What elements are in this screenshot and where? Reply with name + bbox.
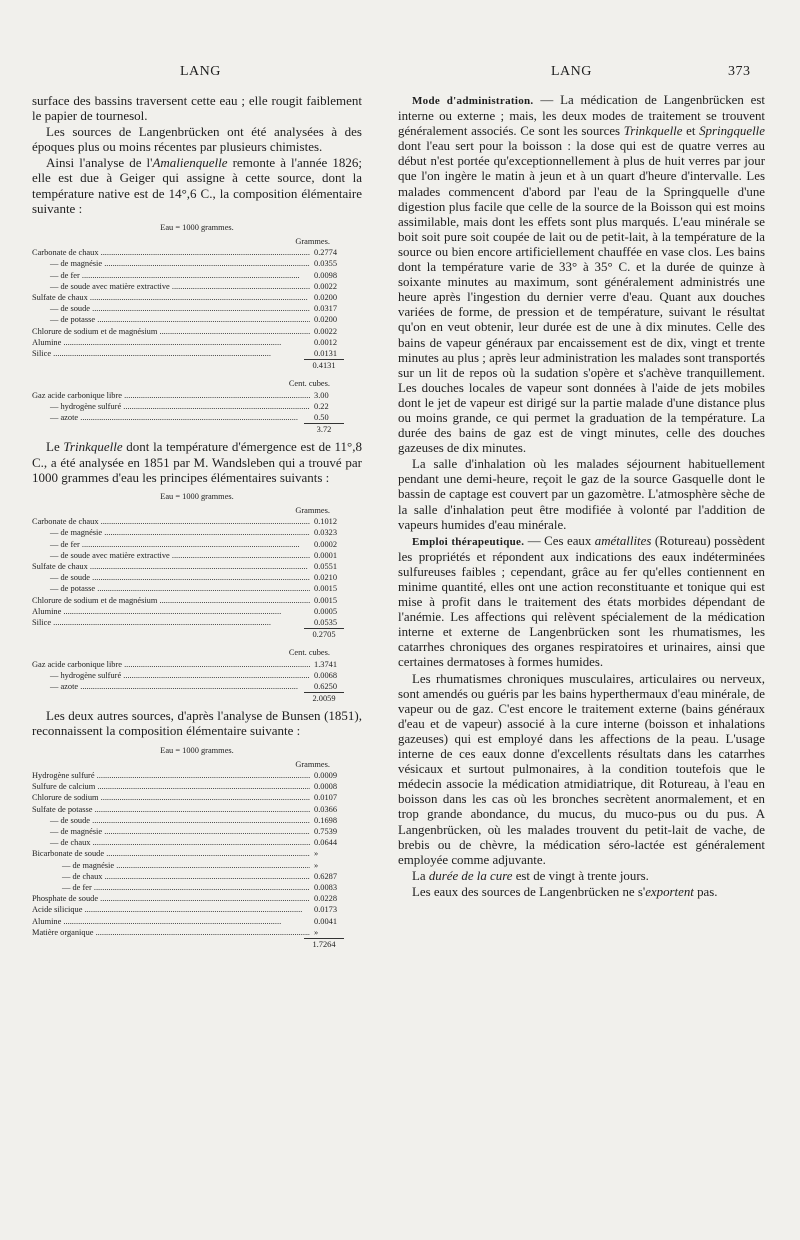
substance-value: 0.0009 [314,770,338,780]
analysis-table-amalienquelle [32,222,362,436]
italic-text: exportent [645,884,694,899]
table-row [32,670,362,681]
substance-value: 0.0008 [314,782,338,792]
right-column [398,93,765,901]
table-row [32,617,362,628]
text: Ainsi l'analyse de l' [46,155,153,171]
table-unit-gas: Cent. cubes. [288,648,330,658]
table-row [32,826,362,837]
substance-value: 0.0355 [314,259,338,269]
text: (Rotureau) possèdent les propriétés et répondent aux indications des eaux indéterminées sulfureuses faibles ; cependant, grâce au fer qu'elles contiennent en minime quantité, elles ont une action reconstituante et tonique qui est mise à profit dans le traitement des états morbides dépendant de l'anémie. Les affections qui relèvent spécialement de la médication interne et externe de Langenbrücken sont les rhumatismes, les catarrhes chroniques des organes respiratoires et urinaires, ainsi que certaines dermatoses à formes humides. [398,533,766,670]
substance-name: — de soude avec matière extractive ..... [32,550,310,561]
substance-value: 0.0022 [314,326,338,336]
substance-value: 0.0644 [314,838,338,848]
substance-name: Chlorure de sodium ..... [32,792,310,803]
substance-name: — de magnésie ..... [32,860,310,871]
table-caption: Eau = 1000 grammes. [160,222,234,232]
substance-value: 0.0210 [314,573,338,583]
table-row [32,561,362,572]
italic-text: durée de la cure [428,868,513,883]
table-row [32,904,362,915]
text: dont la température d'émergence est de 11°,8 C., a été analysée en 1851 par M. Wandsleben qui a trouvé par 1000 grammes d'eau les principes élémentaires suivants : [32,439,362,485]
substance-name: — de soude ..... [32,572,310,583]
paragraph [398,869,765,884]
substance-name: — de magnésie ..... [32,258,310,269]
table-row [32,303,362,314]
substance-name: Alumine ..... [32,606,310,617]
analysis-table-trinkquelle [32,491,362,705]
substance-value: 0.6250 [314,681,338,691]
italic-text: Amalienquelle [152,155,228,171]
paragraph [398,534,765,671]
substance-name: Matière organique ..... [32,927,310,938]
table-row [32,390,362,401]
substance-value: 0.0041 [314,916,338,926]
table-row [32,527,362,538]
substance-name: — de magnésie ..... [32,826,310,837]
table-row [32,792,362,803]
substance-value: 0.0200 [314,315,338,325]
substance-value: 0.0317 [314,304,338,314]
running-head-right: LANG [551,64,592,79]
paragraph [32,439,362,484]
substance-value: 0.0366 [314,804,338,814]
substance-value: 0.0228 [314,894,338,904]
paragraph: La salle d'inhalation où les malades séjournent habituellement pendant une demi-heure, reçoit le gaz de la source Gasquelle dont le bassin de captage est couvert par un gazomètre. L'atmosphère sèche de la salle d'inhalation peut être modifiée à volonté par l'addition de vapeurs humides d'eau minérale. [398,457,765,532]
total-value: 0.2705 [304,628,344,640]
paragraph [32,155,362,215]
substance-value: » [314,927,319,937]
table-row [32,804,362,815]
table-unit: Grammes. [295,759,330,769]
total-value: 1.7264 [304,938,344,950]
substance-name: Chlorure de sodium et de magnésium ..... [32,326,310,337]
substance-value: 0.0083 [314,882,338,892]
paragraph: surface des bassins traversent cette eau ; elle rougit faiblement le papier de tournesol. [32,93,362,124]
substance-name: — hydrogène sulfuré ..... [32,670,310,681]
substance-name: Carbonate de chaux ..... [32,516,310,527]
table-row [32,893,362,904]
substance-value: 0.0068 [314,670,338,680]
text: — La médication de Langenbrücken est interne ou externe ; mais, les deux modes de traitement se trouvent généralement associés. Ce sont les sources [398,93,765,139]
substance-value: 0.0015 [314,584,338,594]
paragraph: Les rhumatismes chroniques musculaires, articulaires ou nerveux, sont amendés ou guéris par les bains hyperthermaux d'eau minérale, de vapeur ou de gaz. C'est encore le traitement externe (bains généraux d'eau et de vapeur) associé à la cure interne (boisson et inhalations gazeuses) qui est employé dans les affections de la peau. L'usage interne de ces eaux donne d'excellents résultats dans les catarrhes vésicaux et surtout pulmonaires, à la condition toutefois que le médecin associe la médication atmidiatrique, dit Rotureau, à l'eau en boisson dans les cas où les bronches secrètent anormalement, et en trop grande abondance, du mucus, du muco-pus ou du pus. A Langenbrücken, où les malades trouvent du petit-lait de vache, de brebis ou de chèvre, la médication séro-lactée est généralement employée comme adjuvante. [398,671,765,867]
table-row [32,247,362,258]
substance-value: 0.0002 [314,539,338,549]
table-row [32,326,362,337]
substance-value: 0.2774 [314,248,338,258]
substance-name: — hydrogène sulfuré ..... [32,401,310,412]
table-total [32,359,362,371]
table-row [32,258,362,269]
substance-name: — de potasse ..... [32,583,310,594]
substance-name: Silice ..... [32,617,310,628]
substance-name: — de fer ..... [32,539,310,550]
substance-name: Sulfure de calcium ..... [32,781,310,792]
substance-name: Bicarbonate de soude ..... [32,848,310,859]
substance-name: — de potasse ..... [32,314,310,325]
analysis-table-bunsen [32,745,362,951]
table-row [32,572,362,583]
substance-value: » [314,849,319,859]
table-row [32,348,362,359]
substance-name: Sulfate de chaux ..... [32,561,310,572]
section-heading: Emploi thérapeutique. [412,535,525,548]
substance-value: 0.0107 [314,793,338,803]
substance-name: Sulfate de chaux ..... [32,292,310,303]
gas-total [32,692,362,704]
substance-name: Sulfate de potasse ..... [32,804,310,815]
table-row [32,292,362,303]
running-head-left: LANG [180,64,221,79]
table-row [32,916,362,927]
substance-name: Alumine ..... [32,916,310,927]
table-row [32,770,362,781]
table-row [32,539,362,550]
spacer [32,640,362,647]
section-heading: Mode d'administration. [412,95,534,107]
table-row [32,337,362,348]
substance-name: Carbonate de chaux ..... [32,247,310,258]
substance-name: — de soude avec matière extractive ..... [32,281,310,292]
italic-text: amétallites [594,533,652,548]
table-unit-gas: Cent. cubes. [288,379,330,389]
substance-name: Acide silicique ..... [32,904,310,915]
substance-name: — de chaux ..... [32,871,310,882]
substance-value: 3.00 [314,390,329,400]
text: est de vingt à trente jours. [512,868,649,883]
gas-total-value: 2.0059 [304,692,344,704]
table-total [32,628,362,640]
table-row [32,595,362,606]
substance-name: — de magnésie ..... [32,527,310,538]
substance-name: — de fer ..... [32,270,310,281]
table-row [32,550,362,561]
substance-name: — de soude ..... [32,303,310,314]
substance-value: 0.6287 [314,871,338,881]
table-row [32,281,362,292]
italic-text: Trinkquelle [63,439,123,455]
table-caption: Eau = 1000 grammes. [160,491,234,501]
table-row [32,681,362,692]
paragraph: Les deux autres sources, d'après l'analyse de Bunsen (1851), reconnaissent la composition élémentaire suivante : [32,708,362,739]
paragraph [398,885,765,900]
table-row [32,871,362,882]
table-row [32,412,362,423]
table-row [32,583,362,594]
table-row [32,781,362,792]
substance-name: — azote ..... [32,681,310,692]
paragraph: Les sources de Langenbrücken ont été analysées à des époques plus ou moins récentes par plusieurs chimistes. [32,124,362,155]
substance-value: 0.0015 [314,595,338,605]
table-row [32,516,362,527]
text: et [682,124,700,139]
text: remonte à l'année 1826; elle est due à Geiger qui assigne à cette source, dont la température native est de 14°,6 C., la composition élémentaire suivante : [32,155,362,216]
substance-name: — de fer ..... [32,882,310,893]
substance-value: 0.22 [314,401,329,411]
table-row [32,401,362,412]
text: Les eaux des sources de Langenbrücken ne s' [412,884,646,899]
substance-value: 0.0173 [314,905,338,915]
table-row [32,848,362,859]
page-number: 373 [728,64,751,79]
text: — Ces eaux [524,533,595,548]
table-row [32,606,362,617]
substance-value: 0.0535 [314,617,338,627]
substance-name: Phosphate de soude ..... [32,893,310,904]
substance-value: 0.0551 [314,561,338,571]
substance-value: » [314,860,319,870]
substance-name: Chlorure de sodium et de magnésium ..... [32,595,310,606]
table-unit: Grammes. [295,505,330,515]
substance-value: 0.0131 [314,348,338,358]
substance-name: — azote ..... [32,412,310,423]
substance-name: — de soude ..... [32,815,310,826]
table-row [32,815,362,826]
substance-name: Gaz acide carbonique libre ..... [32,390,310,401]
table-row [32,659,362,670]
italic-text: Trinkquelle [623,124,683,139]
spacer [32,371,362,378]
substance-name: — de chaux ..... [32,837,310,848]
substance-value: 0.0022 [314,281,338,291]
text: Le [46,439,64,455]
paragraph [398,93,765,456]
table-row [32,927,362,938]
table-row [32,314,362,325]
substance-name: Alumine ..... [32,337,310,348]
left-column [32,93,362,954]
text: La [412,868,429,883]
substance-value: 0.50 [314,413,329,422]
substance-value: 0.0098 [314,270,338,280]
substance-value: 0.0012 [314,337,338,347]
substance-value: 0.1698 [314,815,338,825]
substance-value: 0.1012 [314,517,338,527]
gas-total [32,423,362,435]
substance-value: 0.7539 [314,826,338,836]
gas-total-value: 3.72 [304,423,344,435]
table-row [32,882,362,893]
total-value: 0.4131 [304,359,344,371]
substance-name: Silice ..... [32,348,310,359]
table-row [32,270,362,281]
substance-value: 0.0001 [314,550,338,560]
substance-value: 1.3741 [314,659,338,669]
substance-value: 0.0323 [314,528,338,538]
substance-name: Hydrogène sulfuré ..... [32,770,310,781]
table-caption: Eau = 1000 grammes. [160,745,234,755]
table-unit: Grammes. [295,236,330,246]
text: pas. [693,884,718,899]
table-total [32,938,362,950]
text: dont l'eau sert pour la boisson : la dose qui est de quatre verres au début n'est portée qu'exceptionnellement à plus de huit verres par jour que l'on ingère le matin à jeun et à un quart d'heure d'intervalle. Les malades commencent d'abord par l'eau de la Springquelle d'une digestion plus facile que celle de la source de la Boisson qui est moins assimilable, mais dont les effets sont plus marqués. L'eau minérale se boit soit pure soit coupée de lait ou de petit-lait, à la température de la source ou bien encore artificiellement chauffée en vase clos. Les bains dont la température varie de 33° à 35° C. et la durée de quinze à soixante minutes au maximum, sont généralement administrés une heure après l'ingestion du dernier verre d'eau. Quant aux douches variées de forme, de pression et de température, suivant le résultat qu'on en veut obtenir, leur durée est de une à dix minutes. Celle des bains de vapeur généraux par encaissement est de dix, vingt et trente minutes au plus ; après leur administration les malades sont transportés sur un lit de repos où la sudation s'opère et s'achève tranquillement. Les douches locales de vapeur sont données à l'aide de jets mobiles dont le jet de vapeur est dirigé sur la partie malade d'une distance plus ou moins grande, ce qui permet la graduation de la température. La durée des bains de gaz est de vingt minutes, celle des douches gazeuses de dix minutes. [398,139,765,456]
italic-text: Springquelle [699,124,765,139]
table-row [32,860,362,871]
substance-value: 0.0200 [314,292,338,302]
substance-name: Gaz acide carbonique libre ..... [32,659,310,670]
table-row [32,837,362,848]
substance-value: 0.0005 [314,606,338,616]
